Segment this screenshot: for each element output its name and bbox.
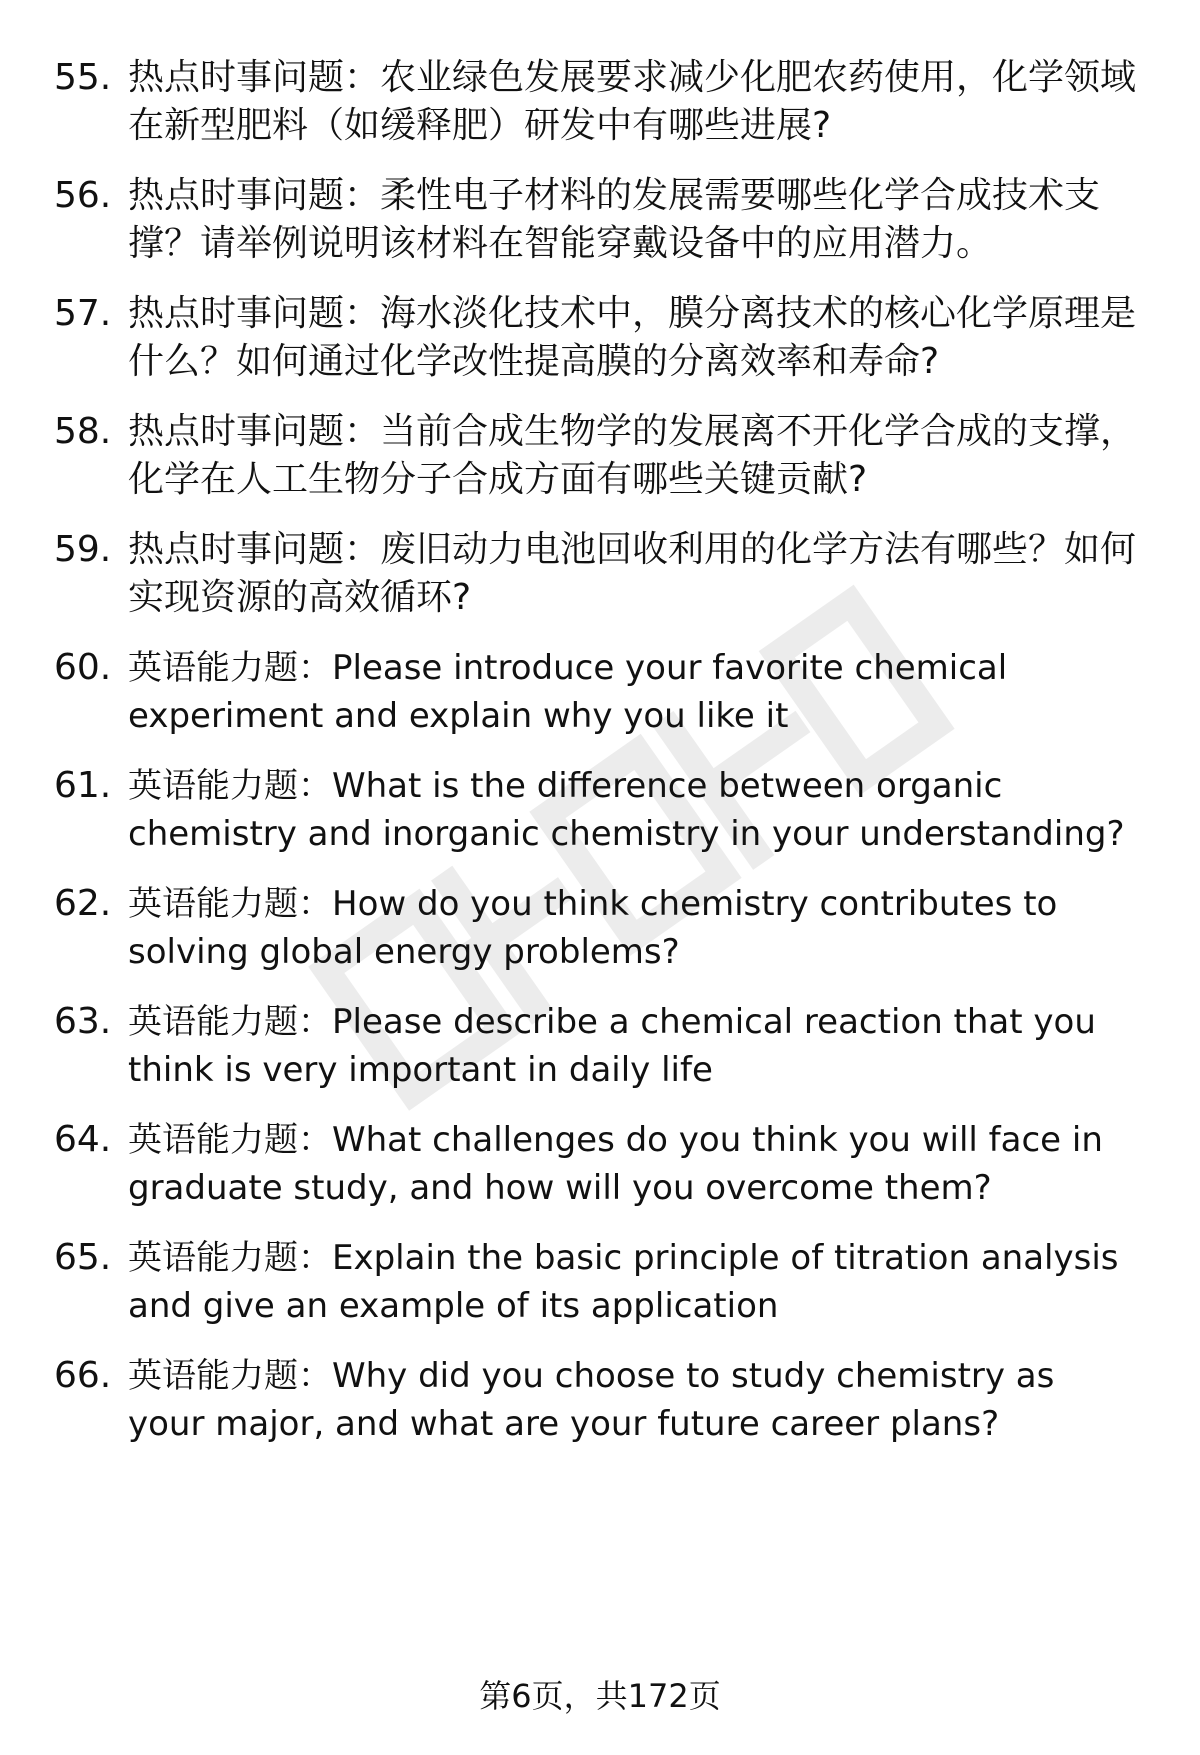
question-line: and give an example of its application	[128, 1286, 779, 1326]
question-text	[128, 526, 1148, 622]
question-line: 英语能力题：How do you think chemistry contributes to	[128, 884, 1058, 924]
question-line: think is very important in daily life	[128, 1050, 713, 1090]
question-line: 化学在人工生物分子合成方面有哪些关键贡献?	[128, 459, 868, 500]
question-text	[128, 172, 1148, 268]
question-line: 热点时事问题：海水淡化技术中，膜分离技术的核心化学原理是	[128, 293, 1137, 334]
question-text	[128, 644, 1148, 740]
question-line: 实现资源的高效循环?	[128, 577, 472, 618]
question-line: your major, and what are your future career plans?	[128, 1404, 1000, 1444]
question-line: 英语能力题：What is the difference between organic	[128, 766, 1003, 806]
question-line: 英语能力题：Please introduce your favorite chemical	[128, 648, 1008, 688]
question-text	[128, 290, 1148, 386]
page-number-footer: 第6页，共172页	[479, 1677, 721, 1715]
question-line: 撑？请举例说明该材料在智能穿戴设备中的应用潜力。	[128, 223, 993, 264]
question-text	[128, 1234, 1148, 1330]
question-number: 65.	[54, 1237, 112, 1278]
question-number: 61.	[54, 765, 112, 806]
question-line: 热点时事问题：废旧动力电池回收利用的化学方法有哪些？如何	[128, 529, 1137, 570]
question-text	[128, 762, 1148, 858]
question-line: 英语能力题：Explain the basic principle of titration analysis	[128, 1238, 1119, 1278]
question-number: 63.	[54, 1001, 112, 1042]
question-line: 热点时事问题：当前合成生物学的发展离不开化学合成的支撑，	[128, 411, 1137, 452]
question-line: 什么？如何通过化学改性提高膜的分离效率和寿命?	[128, 341, 940, 382]
question-number: 55.	[54, 57, 112, 98]
question-number: 64.	[54, 1119, 112, 1160]
question-line: 在新型肥料（如缓释肥）研发中有哪些进展?	[128, 105, 832, 146]
question-number: 59.	[54, 529, 112, 570]
question-text	[128, 408, 1148, 504]
question-text	[128, 880, 1148, 976]
question-number: 60.	[54, 647, 112, 688]
question-text	[128, 1352, 1148, 1448]
question-line: 英语能力题：Why did you choose to study chemistry as	[128, 1356, 1055, 1396]
question-number: 58.	[54, 411, 112, 452]
question-number: 62.	[54, 883, 112, 924]
question-line: graduate study, and how will you overcome them?	[128, 1168, 992, 1208]
question-number: 56.	[54, 175, 112, 216]
question-line: 热点时事问题：农业绿色发展要求减少化肥农药使用，化学领域	[128, 57, 1137, 98]
question-line: experiment and explain why you like it	[128, 696, 789, 736]
question-line: 热点时事问题：柔性电子材料的发展需要哪些化学合成技术支	[128, 175, 1101, 216]
question-line: solving global energy problems?	[128, 932, 680, 972]
question-line: 英语能力题：What challenges do you think you will face in	[128, 1120, 1103, 1160]
question-line: 英语能力题：Please describe a chemical reaction that you	[128, 1002, 1096, 1042]
question-text	[128, 998, 1148, 1094]
question-number: 57.	[54, 293, 112, 334]
question-text	[128, 1116, 1148, 1212]
question-text	[128, 54, 1148, 150]
question-number: 66.	[54, 1355, 112, 1396]
question-line: chemistry and inorganic chemistry in your understanding?	[128, 814, 1125, 854]
